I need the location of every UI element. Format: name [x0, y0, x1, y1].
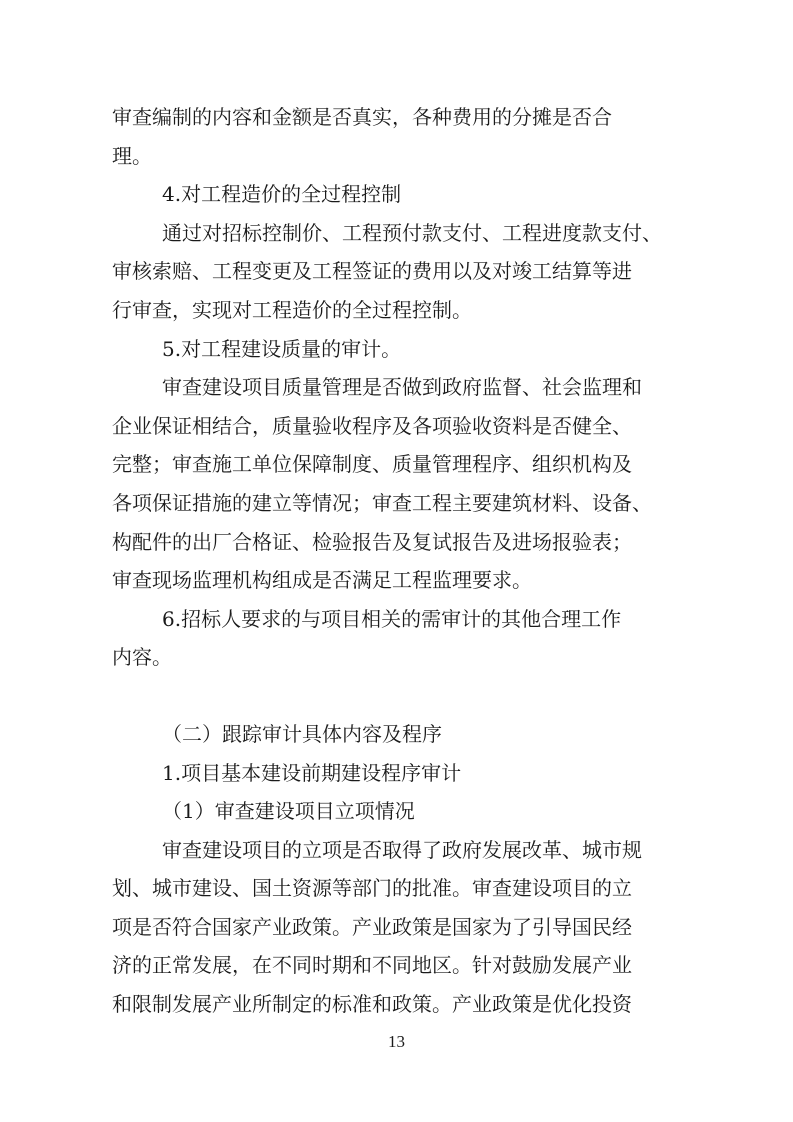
paragraph-line: 审查建设项目的立项是否取得了政府发展改革、城市规	[162, 837, 642, 862]
paragraph-line: 理。	[112, 143, 152, 168]
paragraph-line: 通过对招标控制价、工程预付款支付、工程进度款支付、	[162, 220, 662, 245]
section-heading: 6.招标人要求的与项目相关的需审计的其他合理工作	[162, 606, 622, 631]
body-text	[112, 98, 680, 1024]
paragraph-line: 和限制发展产业所制定的标准和政策。产业政策是优化投资	[112, 992, 632, 1017]
paragraph-line: 审查现场监理机构组成是否满足工程监理要求。	[112, 568, 532, 593]
paragraph-gap	[112, 677, 680, 715]
paragraph-line: 内容。	[112, 645, 172, 670]
section-heading: 1.项目基本建设前期建设程序审计	[162, 760, 462, 785]
page-number: 13	[388, 1032, 405, 1051]
paragraph-line: 审查编制的内容和金额是否真实，各种费用的分摊是否合	[112, 105, 612, 129]
paragraph-line: 划、城市建设、国土资源等部门的批准。审查建设项目的立	[112, 876, 632, 901]
section-heading: 4.对工程造价的全过程控制	[162, 182, 402, 207]
paragraph-line: 审核索赔、工程变更及工程签证的费用以及对竣工结算等进	[112, 259, 632, 284]
paragraph-line: 济的正常发展，在不同时期和不同地区。针对鼓励发展产业	[112, 953, 632, 978]
section-heading: 5.对工程建设质量的审计。	[162, 336, 402, 361]
paragraph-line: 完整；审查施工单位保障制度、质量管理程序、组织机构及	[112, 452, 632, 477]
paragraph-line: 构配件的出厂合格证、检验报告及复试报告及进场报验表；	[112, 529, 632, 554]
paragraph-line: 审查建设项目质量管理是否做到政府监督、社会监理和	[162, 375, 642, 400]
chapter-heading: （二）跟踪审计具体内容及程序	[162, 721, 442, 746]
paragraph-line: 项是否符合国家产业政策。产业政策是国家为了引导国民经	[112, 914, 632, 939]
subsection-heading: （1）审查建设项目立项情况	[162, 799, 415, 824]
paragraph-line: 企业保证相结合，质量验收程序及各项验收资料是否健全、	[112, 413, 632, 438]
paragraph-line: 各项保证措施的建立等情况；审查工程主要建筑材料、设备、	[112, 490, 652, 515]
paragraph-line: 行审查，实现对工程造价的全过程控制。	[112, 297, 472, 322]
